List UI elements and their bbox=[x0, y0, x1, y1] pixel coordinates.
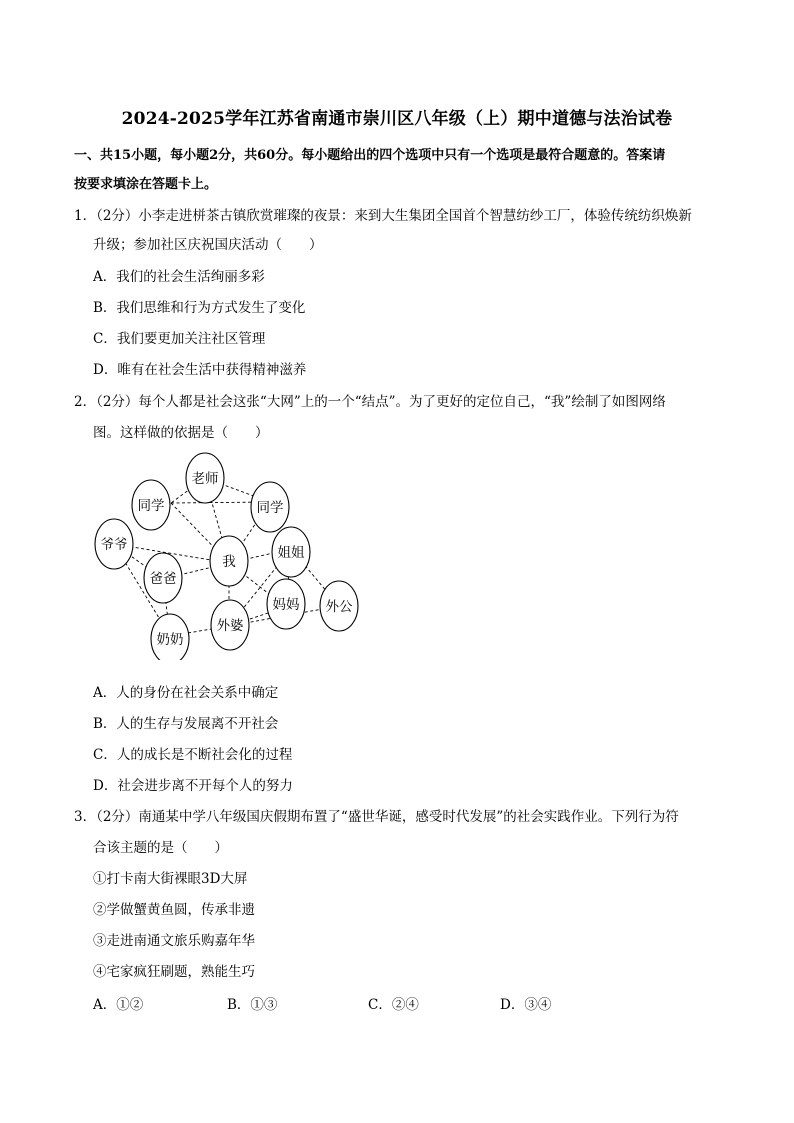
q1-option-c: C．我们要更加关注社区管理 bbox=[93, 331, 266, 347]
q2-option-d: D．社会进步离不开每个人的努力 bbox=[93, 778, 293, 794]
q1-option-a: A．我们的社会生活绚丽多彩 bbox=[93, 269, 265, 285]
node-label-me: 我 bbox=[222, 554, 236, 570]
q3-stem-line1: 3．（2分）南通某中学八年级国庆假期布置了“盛世华诞，感受时代发展”的社会实践作业。下列行为符 bbox=[74, 809, 679, 825]
node-label-maternal-grandma: 外婆 bbox=[216, 618, 244, 634]
node-label-grandpa: 爷爷 bbox=[100, 537, 128, 553]
node-label-maternal-grandpa: 外公 bbox=[325, 599, 353, 615]
social-network-diagram bbox=[85, 450, 375, 660]
q3-item-3: ③走进南通文旅乐购嘉年华 bbox=[93, 933, 255, 949]
section-heading bbox=[74, 141, 724, 199]
section-heading-line2: 按要求填涂在答题卡上。 bbox=[74, 177, 218, 192]
node-label-teacher: 老师 bbox=[191, 471, 219, 487]
q1-stem-line2: 升级；参加社区庆祝国庆活动（ ） bbox=[93, 237, 323, 253]
q2-stem-line1: 2．（2分）每个人都是社会这张“大网”上的一个“结点”。为了更好的定位自己，“我”绘制了如图网络 bbox=[74, 394, 666, 410]
node-label-sister: 姐姐 bbox=[277, 545, 305, 561]
q3-option-c: C．②④ bbox=[368, 997, 419, 1013]
q2-stem-line2: 图。这样做的依据是（ ） bbox=[93, 425, 269, 441]
q3-item-1: ①打卡南大街裸眼3D大屏 bbox=[93, 871, 248, 887]
q3-option-a: A．①② bbox=[93, 997, 144, 1013]
node-label-grandma: 奶奶 bbox=[156, 632, 184, 648]
node-label-dad: 爸爸 bbox=[149, 571, 177, 587]
q1-option-b: B．我们思维和行为方式发生了变化 bbox=[93, 300, 306, 316]
q1-option-d: D．唯有在社会生活中获得精神滋养 bbox=[93, 362, 307, 378]
exam-title: 2024-2025学年江苏省南通市崇川区八年级（上）期中道德与法治试卷 bbox=[121, 109, 673, 129]
node-label-classmate-left: 同学 bbox=[137, 498, 165, 514]
q3-option-b: B．①③ bbox=[227, 997, 278, 1013]
node-label-classmate-right: 同学 bbox=[256, 500, 284, 516]
q2-option-b: B．人的生存与发展离不开社会 bbox=[93, 716, 279, 732]
section-heading-line1: 一、共15小题，每小题2分，共60分。每小题给出的四个选项中只有一个选项是最符合题意的。答案请 bbox=[74, 148, 666, 163]
q2-option-a: A．人的身份在社会关系中确定 bbox=[93, 685, 279, 701]
q3-item-2: ②学做蟹黄鱼圆，传承非遗 bbox=[93, 902, 255, 918]
q1-stem-line1: 1．（2分）小李走进栟茶古镇欣赏璀璨的夜景：来到大生集团全国首个智慧纺纱工厂，体验传统纺织焕新 bbox=[74, 208, 692, 224]
node-label-mom: 妈妈 bbox=[272, 597, 300, 613]
q3-option-d: D．③④ bbox=[500, 997, 552, 1013]
q3-options-row bbox=[93, 993, 693, 1015]
q3-item-4: ④宅家疯狂刷题，熟能生巧 bbox=[93, 964, 255, 980]
q2-option-c: C．人的成长是不断社会化的过程 bbox=[93, 747, 293, 763]
q3-stem-line2: 合该主题的是（ ） bbox=[93, 840, 228, 856]
